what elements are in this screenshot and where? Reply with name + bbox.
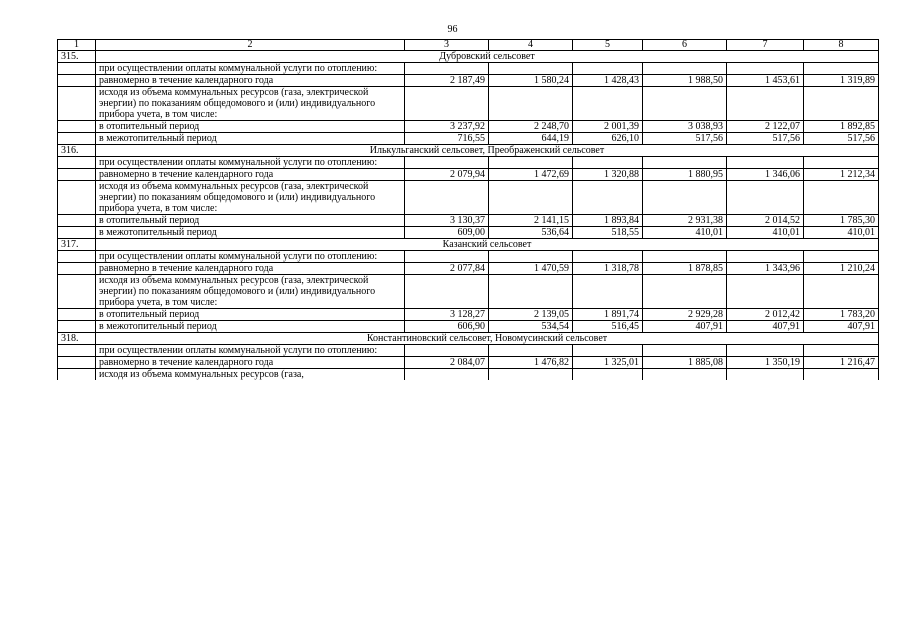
section-title-row: [58, 239, 879, 251]
value-cell: [643, 275, 727, 309]
row-label: равномерно в течение календарного года: [96, 75, 405, 87]
value-cell: [727, 251, 804, 263]
value-cell: 1 343,96: [727, 263, 804, 275]
table-row: [58, 169, 879, 181]
value-cell: 1 320,88: [573, 169, 643, 181]
row-number-cell: [58, 75, 96, 87]
row-label: в отопительный период: [96, 121, 405, 133]
value-cell: [804, 275, 879, 309]
value-cell: 1 783,20: [804, 309, 879, 321]
value-cell: [643, 345, 727, 357]
header-cell: 3: [405, 40, 489, 51]
row-number-cell: [58, 121, 96, 133]
section-title-row: [58, 145, 879, 157]
value-cell: [405, 63, 489, 75]
value-cell: 3 237,92: [405, 121, 489, 133]
table-row: [58, 227, 879, 239]
value-cell: [643, 157, 727, 169]
value-cell: 3 130,37: [405, 215, 489, 227]
value-cell: 410,01: [643, 227, 727, 239]
value-cell: [727, 157, 804, 169]
row-number-cell: [58, 369, 96, 381]
row-number-cell: [58, 63, 96, 75]
value-cell: [405, 275, 489, 309]
row-number-cell: [58, 157, 96, 169]
row-label: в отопительный период: [96, 309, 405, 321]
value-cell: 1 891,74: [573, 309, 643, 321]
table-row: [58, 369, 879, 381]
value-cell: [727, 181, 804, 215]
value-cell: [804, 181, 879, 215]
row-label: в отопительный период: [96, 215, 405, 227]
value-cell: 1 453,61: [727, 75, 804, 87]
value-cell: 1 892,85: [804, 121, 879, 133]
value-cell: 1 885,08: [643, 357, 727, 369]
row-label: в межотопительный период: [96, 321, 405, 333]
value-cell: 517,56: [804, 133, 879, 145]
value-cell: [727, 87, 804, 121]
value-cell: 716,55: [405, 133, 489, 145]
value-cell: [573, 369, 643, 381]
value-cell: 517,56: [643, 133, 727, 145]
value-cell: 2 122,07: [727, 121, 804, 133]
header-cell: 4: [489, 40, 573, 51]
table-row: [58, 133, 879, 145]
row-number-cell: [58, 227, 96, 239]
value-cell: 1 212,34: [804, 169, 879, 181]
value-cell: [489, 345, 573, 357]
table-row: [58, 181, 879, 215]
value-cell: [573, 181, 643, 215]
row-label: исходя из объема коммунальных ресурсов (газа, электрической энергии) по показаниям общедомового и (или) индивидуального прибора учета, в том числе:: [96, 87, 405, 121]
row-label: исходя из объема коммунальных ресурсов (газа, электрической энергии) по показаниям общедомового и (или) индивидуального прибора учета, в том числе:: [96, 181, 405, 215]
value-cell: 2 079,94: [405, 169, 489, 181]
section-number: 316.: [58, 145, 96, 157]
value-cell: [489, 369, 573, 381]
table-row: [58, 75, 879, 87]
value-cell: 644,19: [489, 133, 573, 145]
value-cell: [405, 345, 489, 357]
row-number-cell: [58, 263, 96, 275]
value-cell: 1 346,06: [727, 169, 804, 181]
row-label: в межотопительный период: [96, 227, 405, 239]
table-header-row: [58, 40, 879, 51]
row-number-cell: [58, 321, 96, 333]
value-cell: 1 880,95: [643, 169, 727, 181]
row-label: равномерно в течение календарного года: [96, 169, 405, 181]
row-number-cell: [58, 251, 96, 263]
table-row: [58, 345, 879, 357]
header-cell: 7: [727, 40, 804, 51]
header-cell: 8: [804, 40, 879, 51]
row-label: при осуществлении оплаты коммунальной услуги по отоплению:: [96, 251, 405, 263]
value-cell: 1 318,78: [573, 263, 643, 275]
value-cell: 2 929,28: [643, 309, 727, 321]
value-cell: [489, 275, 573, 309]
row-label: в межотопительный период: [96, 133, 405, 145]
value-cell: [804, 345, 879, 357]
table-row: [58, 263, 879, 275]
value-cell: [573, 63, 643, 75]
value-cell: 2 187,49: [405, 75, 489, 87]
value-cell: 1 210,24: [804, 263, 879, 275]
value-cell: 516,45: [573, 321, 643, 333]
page-number: 96: [447, 24, 458, 35]
value-cell: 518,55: [573, 227, 643, 239]
table-row: [58, 121, 879, 133]
value-cell: [573, 345, 643, 357]
value-cell: 2 077,84: [405, 263, 489, 275]
value-cell: 407,91: [804, 321, 879, 333]
row-number-cell: [58, 215, 96, 227]
value-cell: [643, 87, 727, 121]
value-cell: [727, 275, 804, 309]
value-cell: [489, 251, 573, 263]
value-cell: [727, 345, 804, 357]
row-label: при осуществлении оплаты коммунальной услуги по отоплению:: [96, 345, 405, 357]
row-number-cell: [58, 275, 96, 309]
section-title-row: [58, 333, 879, 345]
value-cell: [643, 251, 727, 263]
row-number-cell: [58, 169, 96, 181]
value-cell: 2 012,42: [727, 309, 804, 321]
value-cell: 1 428,43: [573, 75, 643, 87]
value-cell: [804, 63, 879, 75]
value-cell: [489, 87, 573, 121]
section-number: 317.: [58, 239, 96, 251]
value-cell: [643, 369, 727, 381]
value-cell: 2 931,38: [643, 215, 727, 227]
row-label: исходя из объема коммунальных ресурсов (газа,: [96, 369, 405, 381]
value-cell: 3 128,27: [405, 309, 489, 321]
value-cell: 2 001,39: [573, 121, 643, 133]
value-cell: 1 472,69: [489, 169, 573, 181]
value-cell: 626,10: [573, 133, 643, 145]
value-cell: [489, 157, 573, 169]
value-cell: 410,01: [804, 227, 879, 239]
value-cell: 1 988,50: [643, 75, 727, 87]
section-number: 315.: [58, 51, 96, 63]
table-row: [58, 251, 879, 263]
header-cell: 2: [96, 40, 405, 51]
value-cell: 1 470,59: [489, 263, 573, 275]
value-cell: [804, 87, 879, 121]
value-cell: [405, 157, 489, 169]
row-number-cell: [58, 181, 96, 215]
value-cell: 1 325,01: [573, 357, 643, 369]
section-title: Константиновский сельсовет, Новомусинский сельсовет: [96, 333, 879, 345]
table-row: [58, 87, 879, 121]
value-cell: 609,00: [405, 227, 489, 239]
value-cell: [573, 87, 643, 121]
value-cell: [573, 157, 643, 169]
value-cell: 1 878,85: [643, 263, 727, 275]
table-row: [58, 275, 879, 309]
value-cell: [804, 251, 879, 263]
tariff-table: [57, 39, 879, 380]
value-cell: 407,91: [727, 321, 804, 333]
value-cell: 2 248,70: [489, 121, 573, 133]
value-cell: 1 319,89: [804, 75, 879, 87]
table-row: [58, 309, 879, 321]
value-cell: 517,56: [727, 133, 804, 145]
value-cell: [727, 63, 804, 75]
table-row: [58, 157, 879, 169]
row-number-cell: [58, 309, 96, 321]
value-cell: 2 139,05: [489, 309, 573, 321]
header-cell: 5: [573, 40, 643, 51]
section-title: Илькульганский сельсовет, Преображенский сельсовет: [96, 145, 879, 157]
value-cell: 534,54: [489, 321, 573, 333]
value-cell: 1 785,30: [804, 215, 879, 227]
value-cell: 606,90: [405, 321, 489, 333]
row-label: при осуществлении оплаты коммунальной услуги по отоплению:: [96, 63, 405, 75]
value-cell: 407,91: [643, 321, 727, 333]
value-cell: [405, 181, 489, 215]
value-cell: [489, 63, 573, 75]
value-cell: 2 014,52: [727, 215, 804, 227]
value-cell: [643, 181, 727, 215]
row-number-cell: [58, 357, 96, 369]
row-number-cell: [58, 87, 96, 121]
value-cell: [804, 369, 879, 381]
value-cell: 1 893,84: [573, 215, 643, 227]
header-cell: 1: [58, 40, 96, 51]
value-cell: 2 141,15: [489, 215, 573, 227]
value-cell: 3 038,93: [643, 121, 727, 133]
value-cell: [804, 157, 879, 169]
row-label: равномерно в течение календарного года: [96, 263, 405, 275]
value-cell: [573, 275, 643, 309]
value-cell: 1 580,24: [489, 75, 573, 87]
value-cell: 410,01: [727, 227, 804, 239]
section-title: Дубровский сельсовет: [96, 51, 879, 63]
row-number-cell: [58, 133, 96, 145]
row-number-cell: [58, 345, 96, 357]
value-cell: [405, 369, 489, 381]
value-cell: [405, 87, 489, 121]
value-cell: [727, 369, 804, 381]
header-cell: 6: [643, 40, 727, 51]
section-title: Казанский сельсовет: [96, 239, 879, 251]
value-cell: 1 350,19: [727, 357, 804, 369]
value-cell: 2 084,07: [405, 357, 489, 369]
value-cell: 1 476,82: [489, 357, 573, 369]
value-cell: 536,64: [489, 227, 573, 239]
value-cell: [405, 251, 489, 263]
row-label: равномерно в течение календарного года: [96, 357, 405, 369]
value-cell: [489, 181, 573, 215]
table-row: [58, 357, 879, 369]
row-label: исходя из объема коммунальных ресурсов (газа, электрической энергии) по показаниям общедомового и (или) индивидуального прибора учета, в том числе:: [96, 275, 405, 309]
value-cell: [643, 63, 727, 75]
row-label: при осуществлении оплаты коммунальной услуги по отоплению:: [96, 157, 405, 169]
table-row: [58, 321, 879, 333]
table-row: [58, 215, 879, 227]
section-title-row: [58, 51, 879, 63]
value-cell: 1 216,47: [804, 357, 879, 369]
table-row: [58, 63, 879, 75]
section-number: 318.: [58, 333, 96, 345]
value-cell: [573, 251, 643, 263]
